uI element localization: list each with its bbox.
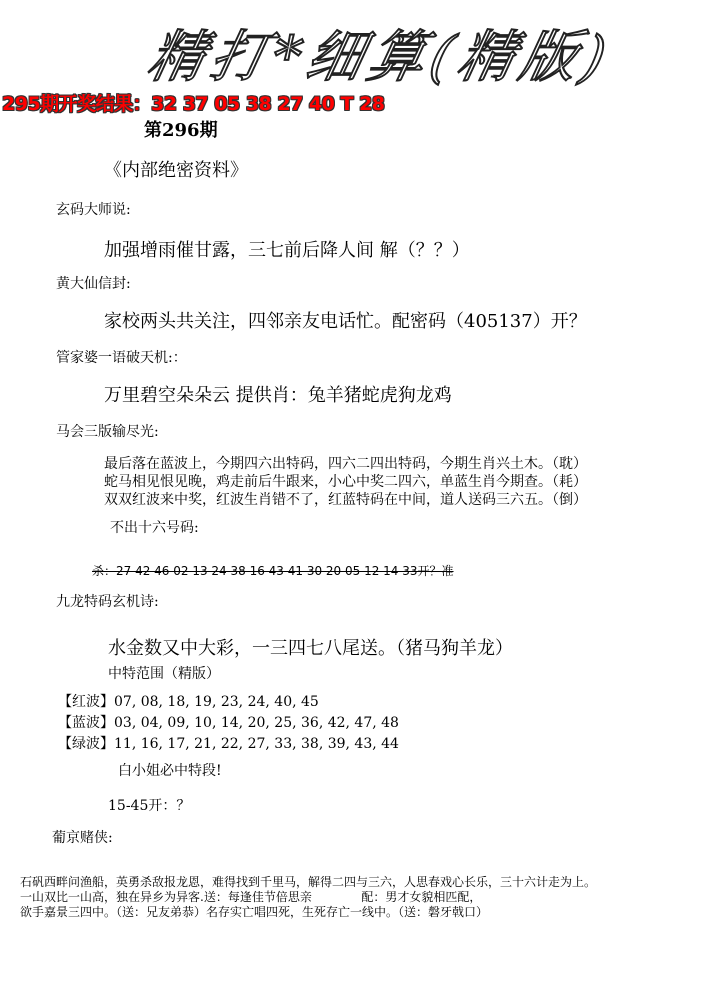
guanjia-text: 万里碧空朵朵云 提供肖：兔羊猪蛇虎狗龙鸡 (104, 385, 452, 406)
no16-label: 不出十六号码: (110, 520, 199, 536)
wave-numbers-red: 07, 08, 18, 19, 23, 24, 40, 45 (114, 694, 319, 710)
huang-text: 家校两头共关注，四邻亲友电话忙。配密码（405137）开？ (104, 311, 587, 332)
mahui-line-2: 蛇马相见恨见晚，鸡走前后牛跟来，小心中奖二四六，单蓝生肖今期查。（耗） (104, 474, 587, 490)
wave-row-green (58, 733, 399, 753)
range-title: 中特范围（精版） (108, 666, 220, 682)
calligraphy-title-banner (130, 6, 618, 98)
xuanma-label: 玄码大师说: (56, 202, 131, 218)
pujing-line-3: 欲手嘉景三四中。（送：兄友弟恭）名存实亡唱四死，生死存亡一线中。（送：磐牙戟口） (20, 905, 489, 919)
baixiaojie-text: 白小姐必中特段! (118, 763, 222, 779)
wave-row-red (58, 691, 319, 711)
mahui-label: 马会三版输尽光: (56, 424, 159, 440)
segment-text: 15-45开：？ (108, 798, 191, 814)
previous-result-line: 295期开奖结果：32 37 05 38 27 40 T 28 (2, 93, 385, 115)
wave-numbers-blue: 03, 04, 09, 10, 14, 20, 25, 36, 42, 47, 48 (114, 715, 399, 731)
xuanma-text: 加强增雨催甘露，三七前后降人间 解（？？） (104, 240, 470, 261)
wave-label-green: 【绿波】 (58, 736, 114, 752)
doc-title: 《内部绝密资料》 (104, 160, 248, 181)
kill-numbers-line: 杀：27 42 46 02 13 24 38 16 43 41 30 20 05 12 14 33开？准 (92, 564, 454, 578)
wave-numbers-green: 11, 16, 17, 21, 22, 27, 33, 38, 39, 43, 44 (114, 736, 399, 752)
jiulong-text: 水金数又中大彩，一三四七八尾送。（猪马狗羊龙） (108, 638, 513, 659)
mahui-line-3: 双双红波来中奖，红波生肖错不了，红蓝特码在中间，道人送码三六五。（倒） (104, 492, 587, 508)
calligraphy-title-art: 精打*细算(精版) (142, 24, 618, 90)
wave-row-blue (58, 712, 399, 732)
wave-label-blue: 【蓝波】 (58, 715, 114, 731)
pujing-line-2: 一山双比一山高，独在异乡为异客.送：每逢佳节倍思亲 配：男才女貌相匹配， (20, 890, 482, 904)
pujing-line-1: 石矾西畔问渔船，英勇杀敌报龙恩，难得找到千里马，解得二四与三六，人思春戏心长乐，三十六计走为上。 (20, 875, 597, 889)
mahui-line-1: 最后落在蓝波上，今期四六出特码，四六二四出特码，今期生肖兴土木。（耽） (104, 456, 587, 472)
wave-label-red: 【红波】 (58, 694, 114, 710)
guanjia-label: 管家婆一语破天机:： (56, 350, 187, 366)
pujing-label: 葡京赌侠: (52, 830, 113, 846)
issue-number: 第296期 (144, 120, 218, 141)
huang-label: 黄大仙信封: (56, 276, 131, 292)
jiulong-label: 九龙特码玄机诗: (56, 594, 159, 610)
